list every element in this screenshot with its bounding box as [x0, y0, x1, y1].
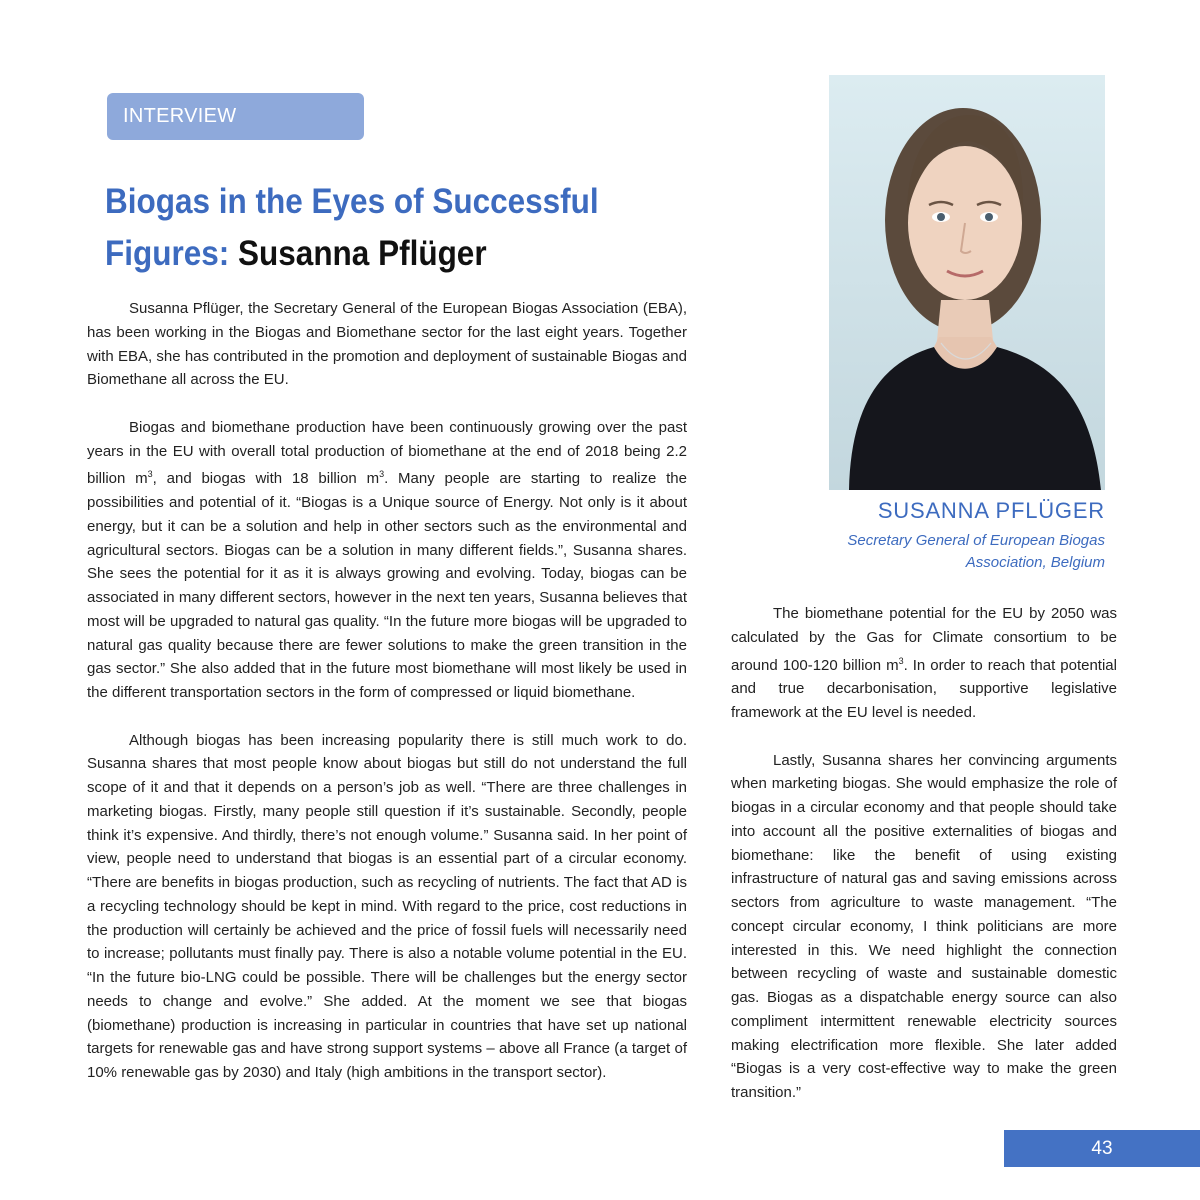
caption-person-name: SUSANNA PFLÜGER — [877, 498, 1105, 523]
page-number: 43 — [1004, 1130, 1200, 1167]
right-column — [731, 602, 1117, 1105]
portrait-photo — [829, 75, 1105, 490]
caption-person-role: Secretary General of European Biogas Association, Belgium — [847, 532, 1105, 571]
paragraph-challenges: Although biogas has been increasing popularity there is still much work to do. Susanna shares that most people know about biogas but still do not understand the full scope of it and that it depends on a person’s job as well. “There are three challenges in marketing biogas. Firstly, many people still question if it’s sustainable. Secondly, people think it’s expensive. And thirdly, there’s not enough volume.” Susanna said. In her point of view, people need to understand that biogas is an essential part of a circular economy. “There are benefits in biogas production, such as recycling of nutrients. The fact that AD is a recycling technology should be kept in mind. With regard to the price, cost reductions in the production will certainly be achieved and the price of fossil fuels will necessarily need to increase; pollutants must finally pay. There is also a notable volume potential in the EU. “In the future bio-LNG could be possible. There will be challenges but the energy sector needs to change and evolve.” She added. At the moment we see that biogas (biomethane) production is increasing in particular in countries that have set up national targets for renewable gas and have strong support systems – above all France (a target of 10% renewable gas by 2030) and Italy (high ambitions in the transport sector). — [87, 731, 687, 1081]
paragraph-intro: Susanna Pflüger, the Secretary General of the European Biogas Association (EBA), has been working in the Biogas and Biomethane sector for the last eight years. Together with EBA, she has contributed in the promotion and deployment of sustainable Biogas and Biomethane all across the EU. — [87, 300, 687, 389]
left-column — [87, 297, 687, 1085]
paragraph-arguments: Lastly, Susanna shares her convincing arguments when marketing biogas. She would emphasize the role of biogas in a circular economy and that people should take into account all the positive externalities of biogas and biomethane: like the benefit of using existing infrastructure of natural gas and saving emissions across sectors from agriculture to waste management. “The concept circular economy, I think politicians are more interested in this. We need highlight the connection between recycling of waste and sustainable domestic gas. Biogas as a dispatchable energy source can also compliment intermittent renewable electricity sources making electrification more flexible. She later added “Biogas is a very cost-effective way to make the green transition.” — [731, 751, 1117, 1101]
title-person-name: Susanna Pflüger — [238, 234, 487, 273]
paragraph-production: Biogas and biomethane production have been continuously growing over the past years in the EU with overall total production of biomethane at the end of 2018 being 2.2 billion $m^3$, and biogas with 18 billion $m^3$. Many people are starting to realize the possibilities and potential of it. “Biogas is a Unique source of Energy. Not only is it about energy, but it can be a solution and help in other sectors such as the environmental and agricultural sectors. Biogas can be a solution in many different fields.”, Susanna shares. She sees the potential for it as it is always growing and evolving. Today, biogas can be associated in many different sectors, however in the next ten years, Susanna believes that most will be upgraded to natural gas quality. “In the future more biogas will be upgraded to natural gas quality because there are fewer solutions to make the green transition in the gas sector.” She also added that in the future most biomethane will most likely be used in the different transportation sectors in the form of compressed or liquid biomethane. — [87, 418, 687, 701]
paragraph-potential: The biomethane potential for the EU by 2050 was calculated by the Gas for Climate consortium to be around 100-120 billion $m^3$. In order to reach that potential and true decarbonisation, supportive legislative framework at the EU level is needed. — [731, 605, 1117, 721]
section-tag: INTERVIEW — [107, 93, 364, 140]
title-part-1: Biogas in the Eyes of Successful — [105, 182, 599, 221]
title-part-2: Figures: — [105, 234, 230, 273]
article-title — [105, 176, 609, 280]
portrait-illustration — [829, 75, 1105, 490]
